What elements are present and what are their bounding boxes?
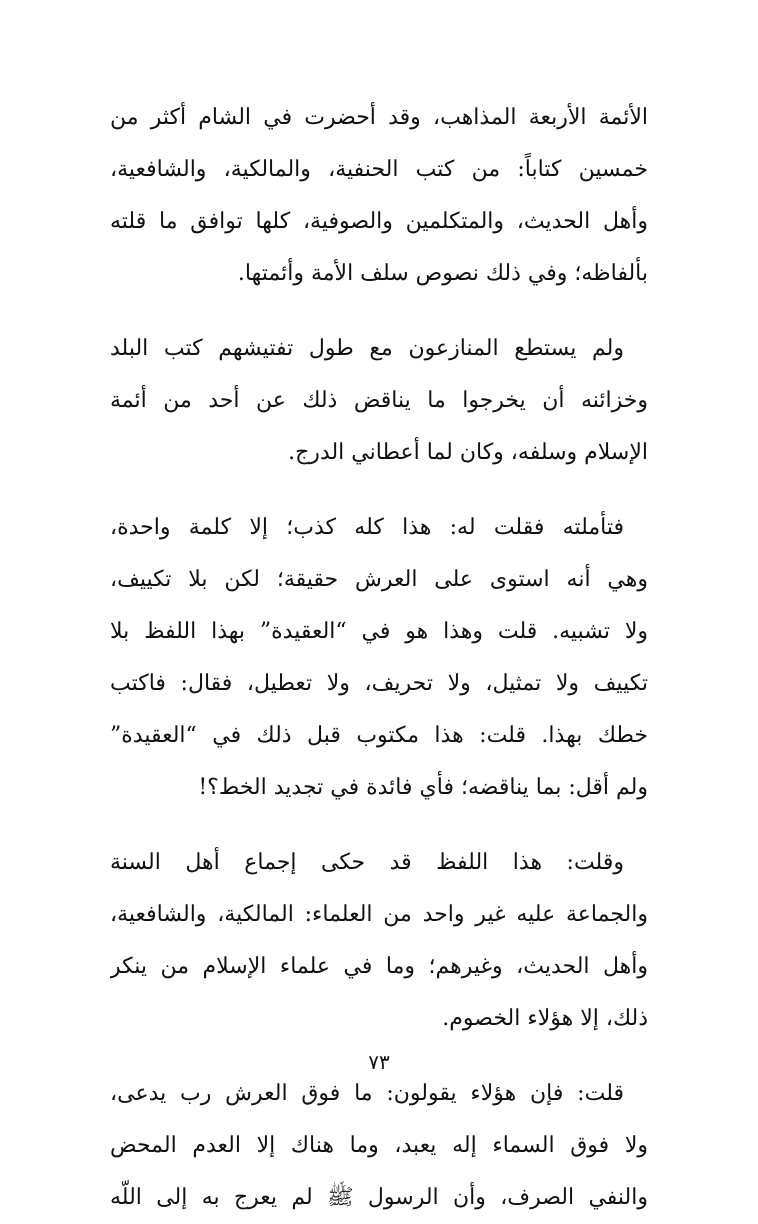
text-line: ولا تشبيه. قلت وهذا هو في “العقيدة” بهذا اللفظ بلا: [110, 619, 648, 644]
text-line: قلت: فإن هؤلاء يقولون: ما فوق العرش رب يدعى،: [110, 1081, 624, 1106]
text-line: ذلك، إلا هؤلاء الخصوم.: [442, 1006, 648, 1031]
text-line: بألفاظه؛ وفي ذلك نصوص سلف الأمة وأئمتها.: [237, 261, 648, 286]
text-line: والنفي الصرف، وأن الرسول ﷺ لم يعرج به إلى اللّه: [110, 1185, 648, 1210]
text-line: خطك بهذا. قلت: هذا مكتوب قبل ذلك في “العقيدة”: [110, 723, 648, 748]
text-line: وأهل الحديث، وغيرهم؛ وما في علماء الإسلام من ينكر: [110, 954, 648, 979]
paragraph-1: [110, 92, 648, 300]
paragraph-3: [110, 502, 648, 814]
text-line: وقلت: هذا اللفظ قد حكى إجماع أهل السنة: [110, 850, 624, 875]
paragraph-4: [110, 837, 648, 1045]
text-line: وخزائنه أن يخرجوا ما يناقض ذلك عن أحد من أئمة: [110, 388, 648, 413]
text-line: والجماعة عليه غير واحد من العلماء: المالكية، والشافعية،: [110, 902, 648, 927]
text-line: خمسين كتاباً: من كتب الحنفية، والمالكية، والشافعية،: [110, 157, 648, 182]
text-line: تكييف ولا تمثيل، ولا تحريف، ولا تعطيل، فقال: فاكتب: [110, 671, 648, 696]
paragraph-5: [110, 1068, 648, 1224]
text-line: الإسلام وسلفه، وكان لما أعطاني الدرج.: [288, 440, 648, 465]
paragraph-2: [110, 323, 648, 479]
text-line: ولا فوق السماء إله يعبد، وما هناك إلا العدم المحض: [110, 1133, 648, 1158]
page-number: ٧٣: [368, 1050, 390, 1074]
text-line: الأئمة الأربعة المذاهب، وقد أحضرت في الشام أكثر من: [110, 105, 648, 130]
text-line: وأهل الحديث، والمتكلمين والصوفية، كلها توافق ما قلته: [110, 209, 648, 234]
text-line: ولم يستطع المنازعون مع طول تفتيشهم كتب البلد: [110, 336, 624, 361]
text-line: وهي أنه استوى على العرش حقيقة؛ لكن بلا تكييف،: [110, 567, 648, 592]
text-line: ولم أقل: بما يناقضه؛ فأي فائدة في تجديد الخط؟!: [198, 775, 648, 800]
page-body: [110, 92, 648, 1210]
text-line: فتأملته فقلت له: هذا كله كذب؛ إلا كلمة واحدة،: [110, 515, 624, 540]
